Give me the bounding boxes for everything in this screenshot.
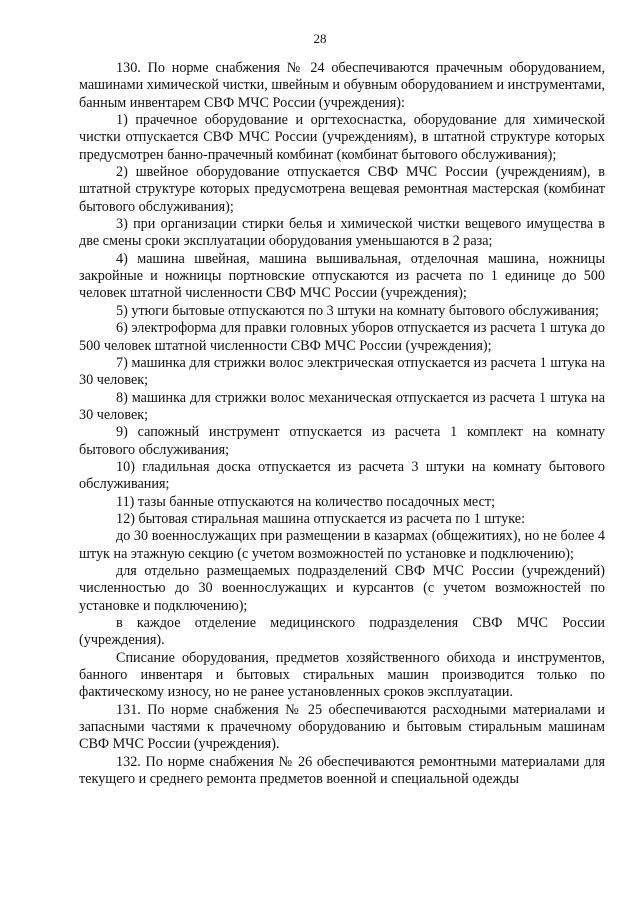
list-item-3: 3) при организации стирки белья и химической чистки вещевого имущества в две смены сроки эксплуатации оборудования уменьшаются в 2 раза; (79, 216, 605, 250)
list-item-12: 12) бытовая стиральная машина отпускается из расчета по 1 штуке: (116, 510, 526, 527)
paragraph-write-off: Списание оборудования, предметов хозяйственного обихода и инструментов, банного инвентаря и бытовых стиральных машин производится только по фактическому износу, но не ранее установленных сроков эксплуатации. (79, 649, 605, 701)
list-item-11: 11) тазы банные отпускаются на количество посадочных мест; (116, 493, 496, 510)
page-number: 28 (313, 31, 327, 46)
paragraph-131: 131. По норме снабжения № 25 обеспечиваются расходными материалами и запасными частями к прачечному оборудованию и бытовым стиральным машинам СВФ МЧС России (учреждения). (79, 701, 605, 753)
sub-item-separate-units: для отдельно размещаемых подразделений СВФ МЧС России (учреждений) численностью до 30 военнослужащих и курсантов (с учетом возможностей по установке и подключению); (79, 562, 605, 614)
list-item-9: 9) сапожный инструмент отпускается из расчета 1 комплект на комнату бытового обслуживания; (79, 424, 605, 458)
list-item-7: 7) машинка для стрижки волос электрическая отпускается из расчета 1 штука на 30 человек; (79, 354, 605, 389)
list-item-8: 8) машинка для стрижки волос механическая отпускается из расчета 1 штука на 30 человек; (79, 389, 605, 423)
list-item-10: 10) гладильная доска отпускается из расчета 3 штуки на комнату бытового обслуживания; (79, 458, 605, 493)
list-item-6: 6) электроформа для правки головных уборов отпускается из расчета 1 штука до 500 человек штатной численности СВФ МЧС России (учреждения); (79, 320, 605, 354)
sub-item-barracks: до 30 военнослужащих при размещении в казармах (общежитиях), но не более 4 штук на этажную секцию (с учетом возможностей по установке и подключению); (79, 528, 605, 562)
list-item-2: 2) швейное оборудование отпускается СВФ МЧС России (учреждениям), в штатной структуре которых предусмотрена вещевая ремонтная мастерская (комбинат бытового обслуживания); (79, 164, 605, 215)
list-item-4: 4) машина швейная, машина вышивальная, отделочная машина, ножницы закройные и ножницы портновские отпускаются из расчета по 1 единице до 500 человек штатной численности СВФ МЧС России (учреждения); (79, 250, 605, 302)
sub-item-medical: в каждое отделение медицинского подразделения СВФ МЧС России (учреждения). (79, 615, 605, 649)
list-item-1: 1) прачечное оборудование и оргтехоснастка, оборудование для химической чистки отпускается СВФ МЧС России (учреждениям), в штатной структуре которых предусмотрен банно-прачечный комбинат (комбинат бытового обслуживания); (79, 112, 605, 163)
document-body (79, 60, 605, 788)
paragraph-132: 132. По норме снабжения № 26 обеспечиваются ремонтными материалами для текущего и среднего ремонта предметов военной и специальной одежды (79, 753, 605, 788)
list-item-5: 5) утюги бытовые отпускаются по 3 штуки на комнату бытового обслуживания; (116, 302, 600, 319)
paragraph-130: 130. По норме снабжения № 24 обеспечиваются прачечным оборудованием, машинами химической чистки, швейным и обувным оборудованием и инструментами, банным инвентарем СВФ МЧС России (учреждения): (79, 60, 605, 111)
